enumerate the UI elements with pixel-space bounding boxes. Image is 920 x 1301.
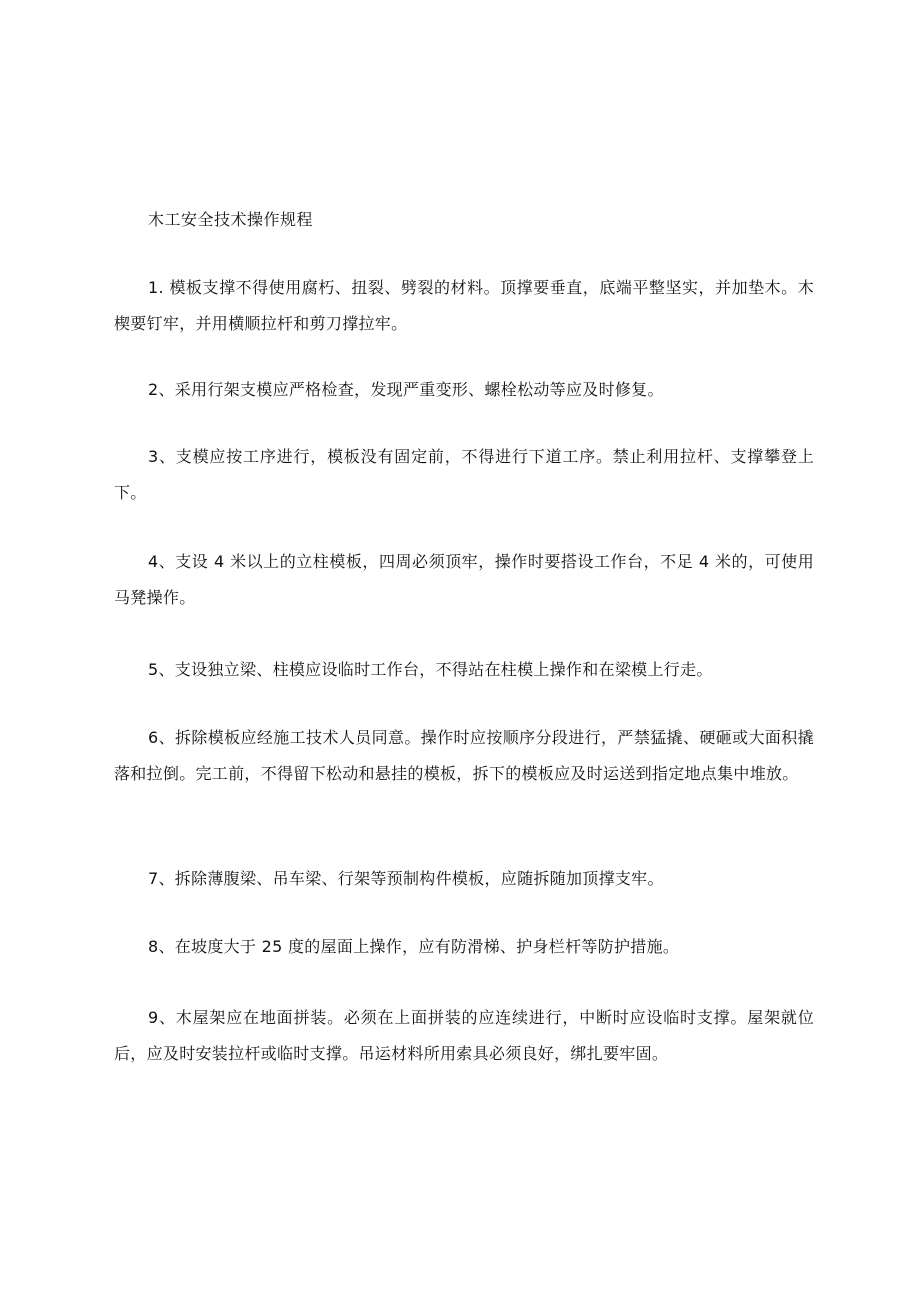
rule-paragraph-1: 1. 模板支撑不得使用腐朽、扭裂、劈裂的材料。顶撑要垂直，底端平整坚实，并加垫木。木楔要钉牢，并用横顺拉杆和剪刀撑拉牢。 (114, 278, 814, 333)
rule-paragraph-7: 7、拆除薄腹梁、吊车梁、行架等预制构件模板，应随拆随加顶撑支牢。 (148, 869, 664, 888)
rule-paragraph-4: 4、支设 4 米以上的立柱模板，四周必须顶牢，操作时要搭设工作台，不足 4 米的，可使用马凳操作。 (114, 552, 814, 607)
rule-paragraph-3: 3、支模应按工序进行，模板没有固定前，不得进行下道工序。禁止利用拉杆、支撑攀登上下。 (114, 447, 814, 502)
rule-paragraph-2: 2、采用行架支模应严格检查，发现严重变形、螺栓松动等应及时修复。 (148, 380, 664, 399)
rule-paragraph-6: 6、拆除模板应经施工技术人员同意。操作时应按顺序分段进行，严禁猛撬、硬砸或大面积撬落和拉倒。完工前，不得留下松动和悬挂的模板，拆下的模板应及时运送到指定地点集中堆放。 (114, 728, 814, 783)
rule-paragraph-8: 8、在坡度大于 25 度的屋面上操作，应有防滑梯、护身栏杆等防护措施。 (148, 937, 680, 956)
rule-paragraph-9: 9、木屋架应在地面拼装。必须在上面拼装的应连续进行，中断时应设临时支撑。屋架就位后，应及时安装拉杆或临时支撑。吊运材料所用索具必须良好，绑扎要牢固。 (114, 1008, 814, 1063)
rule-paragraph-5: 5、支设独立梁、柱模应设临时工作台，不得站在柱模上操作和在梁模上行走。 (148, 660, 713, 679)
document-title: 木工安全技术操作规程 (148, 210, 314, 229)
